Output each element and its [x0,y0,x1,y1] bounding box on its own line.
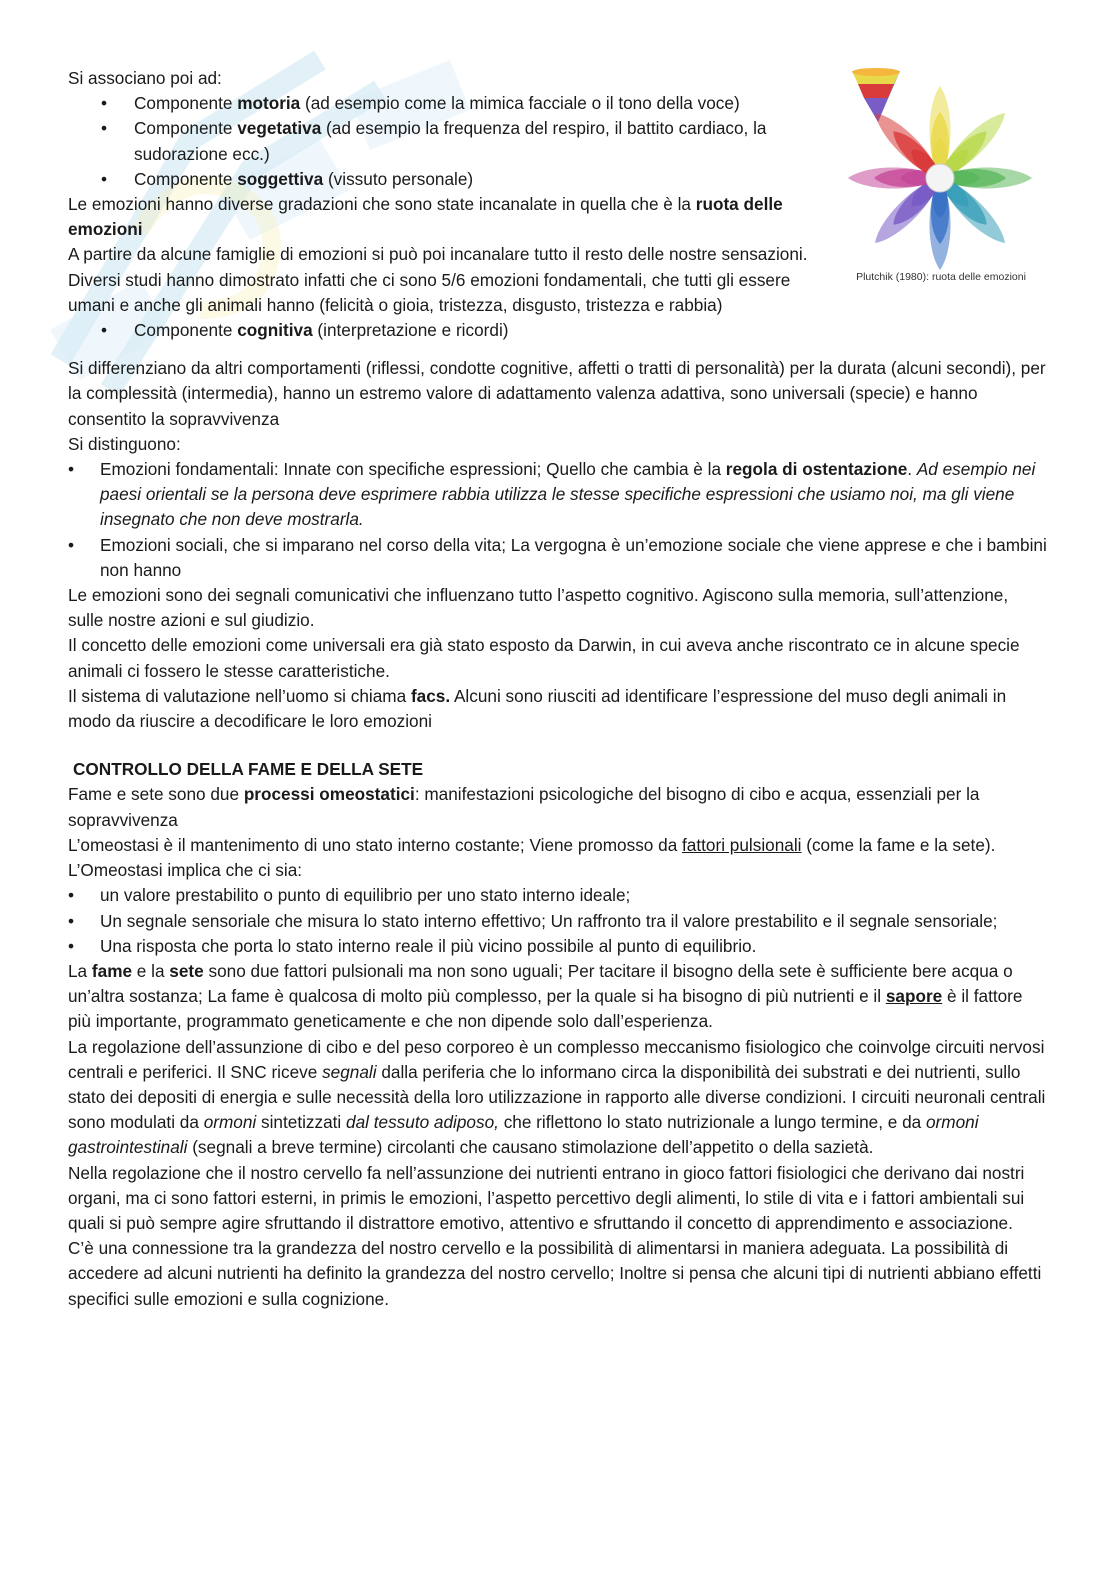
list-item: • Componente vegetativa (ad esempio la frequenza del respiro, il battito cardiaco, la sudorazione ecc.) [68,116,813,166]
list-item: • Emozioni fondamentali: Innate con specifiche espressioni; Quello che cambia è la regola di ostentazione. Ad esempio nei paesi orientali se la persona deve esprimere rabbia utilizza le stesse specifiche espressioni che usiamo noi, ma gli viene insegnato che non deve mostrarla. [68,457,1048,533]
components-list-2 [68,318,813,343]
paragraph: L’omeostasi è il mantenimento di uno stato interno costante; Viene promosso da fattori pulsionali (come la fame e la sete). [68,834,996,855]
paragraph: Le emozioni hanno diverse gradazioni che sono state incanalate in quella che è la ruota delle emozioni [68,194,783,240]
intro-line: Si associano poi ad: [68,68,222,88]
list-item: • Emozioni sociali, che si imparano nel corso della vita; La vergogna è un’emozione sociale che viene apprese e che i bambini non hanno [68,533,1048,583]
list-item: • Componente soggettiva (vissuto personale) [68,167,813,192]
list-item: • Una risposta che porta lo stato interno reale il più vicino possibile al punto di equilibrio. [68,934,1048,959]
section-characteristics [68,356,1048,734]
paragraph: Nella regolazione che il nostro cervello fa nell’assunzione dei nutrienti entrano in gioco fattori fisiologici che derivano dai nostri organi, ma ci sono fattori esterni, in primis le emozioni, l’aspetto percettivo degli alimenti, lo stile di vita e i fattori ambientali sui quali si può sempre agire sfruttando il distrattore emotivo, attentivo e sfruttando il concetto di apprendimento e associazione. [68,1162,1025,1233]
document-body [68,66,1048,1312]
section-hunger-thirst [68,757,1048,1311]
section-components [68,66,813,343]
paragraph: Si distinguono: [68,433,181,454]
paragraph: L’Omeostasi implica che ci sia: [68,860,303,881]
emotion-types-list [68,457,1048,583]
list-item: • Componente cognitiva (interpretazione e ricordi) [68,318,813,343]
paragraph: A partire da alcune famiglie di emozioni si può poi incanalare tutto il resto delle nostre sensazioni. Diversi studi hanno dimostrato infatti che ci sono 5/6 emozioni fondamentali, che tutti gli essere umani e anche gli animali hanno (felicità o gioia, tristezza, disgusto, tristezza e rabbia) [68,244,808,315]
paragraph: Le emozioni sono dei segnali comunicativi che influenzano tutto l’aspetto cognitivo. Agiscono sulla memoria, sull’attenzione, sulle nostre azioni e sul giudizio. [68,585,1009,631]
paragraph: La fame e la sete sono due fattori pulsionali ma non sono uguali; Per tacitare il bisogno della sete è sufficiente bere acqua o un’altra sostanza; La fame è qualcosa di molto più complesso, per la quale si ha bisogno di più nutrienti e il sapore è il fattore più importante, programmato geneticamente e che non dipende solo dall’esperienza. [68,960,1023,1032]
section-heading: CONTROLLO DELLA FAME E DELLA SETE [73,759,424,780]
paragraph: Il concetto delle emozioni come universali era già stato esposto da Darwin, in cui aveva anche riscontrato ce in alcune specie animali ci fossero le stesse caratteristiche. [68,635,1020,681]
paragraph: Si differenziano da altri comportamenti (riflessi, condotte cognitive, affetti o tratti di personalità) per la durata (alcuni secondi), per la complessità (intermedia), hanno un estremo valore di adattamento valenza adattiva, sono universali (specie) e hanno consentito la sopravvivenza [68,358,1046,429]
list-item: • Componente motoria (ad esempio come la mimica facciale o il tono della voce) [68,91,813,116]
figure-caption: Plutchik (1980): ruota delle emozioni [856,271,1026,283]
paragraph: La regolazione dell’assunzione di cibo e del peso corporeo è un complesso meccanismo fisiologico che coinvolge circuiti nervosi centrali e periferici. Il SNC riceve segnali dalla periferia che lo informano circa la disponibilità dei substrati e dei nutrienti, sullo stato dei depositi di energia e sulle necessità della loro utilizzazione in rapporto alle diverse condizioni. I circuiti neuronali centrali sono modulati da ormoni sintetizzati dal tessuto adiposo, che riflettono lo stato nutrizionale a lungo termine, e da ormoni gastrointestinali (segnali a breve termine) circolanti che causano stimolazione dell’appetito o della sazietà. [68,1036,1046,1158]
homeostasis-list [68,883,1048,959]
paragraph: C’è una connessione tra la grandezza del nostro cervello e la possibilità di alimentarsi in maniera adeguata. La possibilità di accedere ad alcuni nutrienti ha definito la grandezza del nostro cervello; Inoltre si pensa che alcuni tipi di nutrienti abbiano effetti specifici sulle emozioni e sulla cognizione. [68,1238,1042,1309]
list-item: • un valore prestabilito o punto di equilibrio per uno stato interno ideale; [68,883,1048,908]
list-item: • Un segnale sensoriale che misura lo stato interno effettivo; Un raffronto tra il valore prestabilito e il segnale sensoriale; [68,909,1048,934]
components-list [68,91,813,192]
paragraph: Il sistema di valutazione nell’uomo si chiama facs. Alcuni sono riusciti ad identificare l’espressione del muso degli animali in modo da riuscire a decodificare le loro emozioni [68,685,1007,732]
paragraph: Fame e sete sono due processi omeostatici: manifestazioni psicologiche del bisogno di cibo e acqua, essenziali per la sopravvivenza [68,784,980,830]
